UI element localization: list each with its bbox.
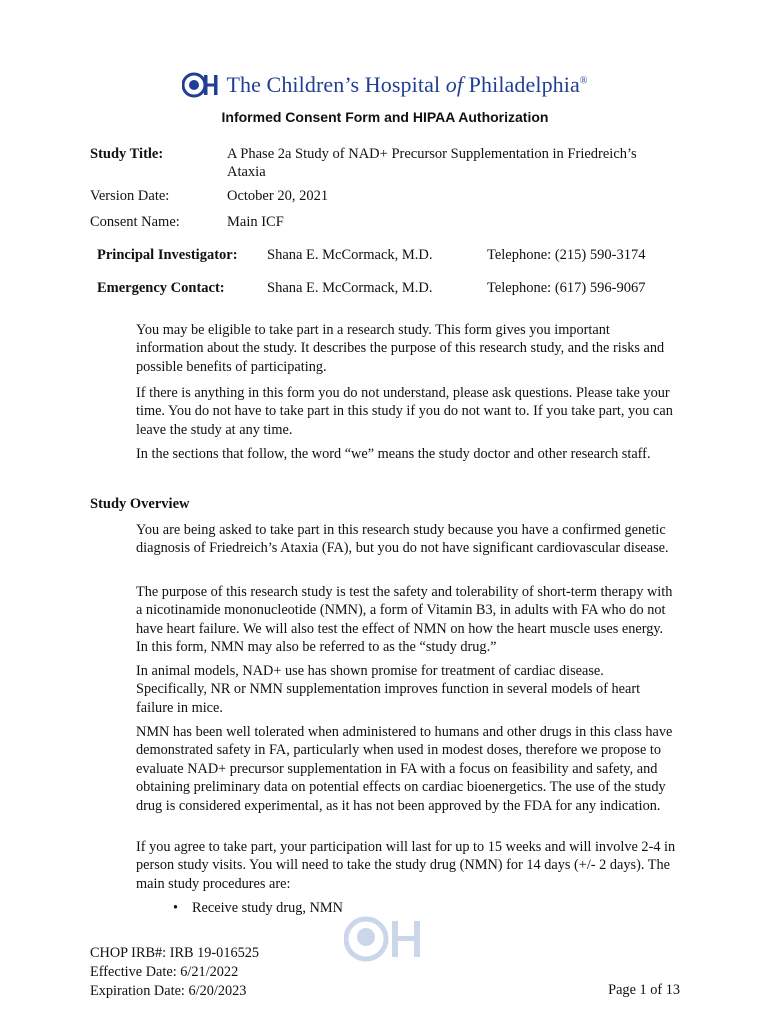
page-number: Page 1 of 13 <box>608 982 680 998</box>
expiration-date: Expiration Date: 6/20/2023 <box>90 983 247 999</box>
irb-number: CHOP IRB#: IRB 19-016525 <box>90 945 260 961</box>
bullet-icon: • <box>173 900 179 916</box>
study-title-value: A Phase 2a Study of NAD+ Precursor Supplementation in Friedreich’s Ataxia <box>227 146 637 180</box>
contact-phone: Telephone: (617) 596-9067 <box>487 280 646 296</box>
intro-paragraph: In the sections that follow, the word “we” means the study doctor and other research staff. <box>136 446 651 462</box>
list-item <box>173 900 343 917</box>
overview-paragraph: If you agree to take part, your participation will last for up to 15 weeks and will involve 2-4 in person study visits. You will need to take the study drug (NMN) for 14 days (+/- 2 days). The main study procedures are: <box>136 839 676 892</box>
hospital-logo <box>0 72 770 103</box>
chop-logo-icon <box>182 72 220 98</box>
intro-paragraph: If there is anything in this form you do not understand, please ask questions. Please take your time. You do not have to take part in this study if you do not want to. If you take part, you can leave the study at any time. <box>136 385 673 438</box>
overview-paragraph: The purpose of this research study is test the safety and tolerability of short-term therapy with a nicotinamide mononucleotide (NMN), a form of Vitamin B3, in adults with FA who do not have heart failure. We will also test the effect of NMN on how the heart muscle uses energy. In this form, NMN may also be referred to as the “study drug.” <box>136 584 673 656</box>
consent-name-label: Consent Name: <box>90 214 180 230</box>
list-item-text: Receive study drug, NMN <box>192 900 343 916</box>
version-date-label: Version Date: <box>90 188 170 204</box>
contact-label: Emergency Contact: <box>97 280 225 296</box>
contact-name: Shana E. McCormack, M.D. <box>267 280 433 296</box>
footer-irb-info <box>90 944 259 1001</box>
study-title-label: Study Title: <box>90 146 164 162</box>
effective-date: Effective Date: 6/21/2022 <box>90 964 239 980</box>
contact-name: Shana E. McCormack, M.D. <box>267 247 433 263</box>
hospital-name: The Children’s Hospital of Philadelphia® <box>226 72 588 97</box>
version-date-value: October 20, 2021 <box>227 188 329 204</box>
chop-watermark-icon <box>344 915 434 963</box>
section-heading: Study Overview <box>90 496 190 512</box>
consent-name-value: Main ICF <box>227 214 284 230</box>
emergency-contact-row <box>97 280 697 300</box>
overview-paragraph: NMN has been well tolerated when administered to humans and other drugs in this class have demonstrated safety in FA, particularly when used in modest doses, therefore we propose to evaluate NAD+ precursor supplementation in FA with a focus on feasibility and safety, and obtaining preliminary data on potential effects on cardiac bioenergetics. The use of the study drug is considered experimental, as it has not been approved by the FDA for any indication. <box>136 724 673 814</box>
overview-paragraph: You are being asked to take part in this research study because you have a confirmed genetic diagnosis of Friedreich’s Ataxia (FA), but you do not have significant cardiovascular disease. <box>136 522 669 557</box>
contact-phone: Telephone: (215) 590-3174 <box>487 247 646 263</box>
overview-paragraph: In animal models, NAD+ use has shown promise for treatment of cardiac disease. Specifically, NR or NMN supplementation improves function in several models of heart failure in mice. <box>136 663 641 716</box>
intro-paragraph: You may be eligible to take part in a research study. This form gives you important information about the study. It describes the purpose of this research study, and the risks and possible benefits of participating. <box>136 322 665 375</box>
principal-investigator-row <box>97 247 697 267</box>
form-title: Informed Consent Form and HIPAA Authorization <box>221 109 549 125</box>
contact-label: Principal Investigator: <box>97 247 238 263</box>
